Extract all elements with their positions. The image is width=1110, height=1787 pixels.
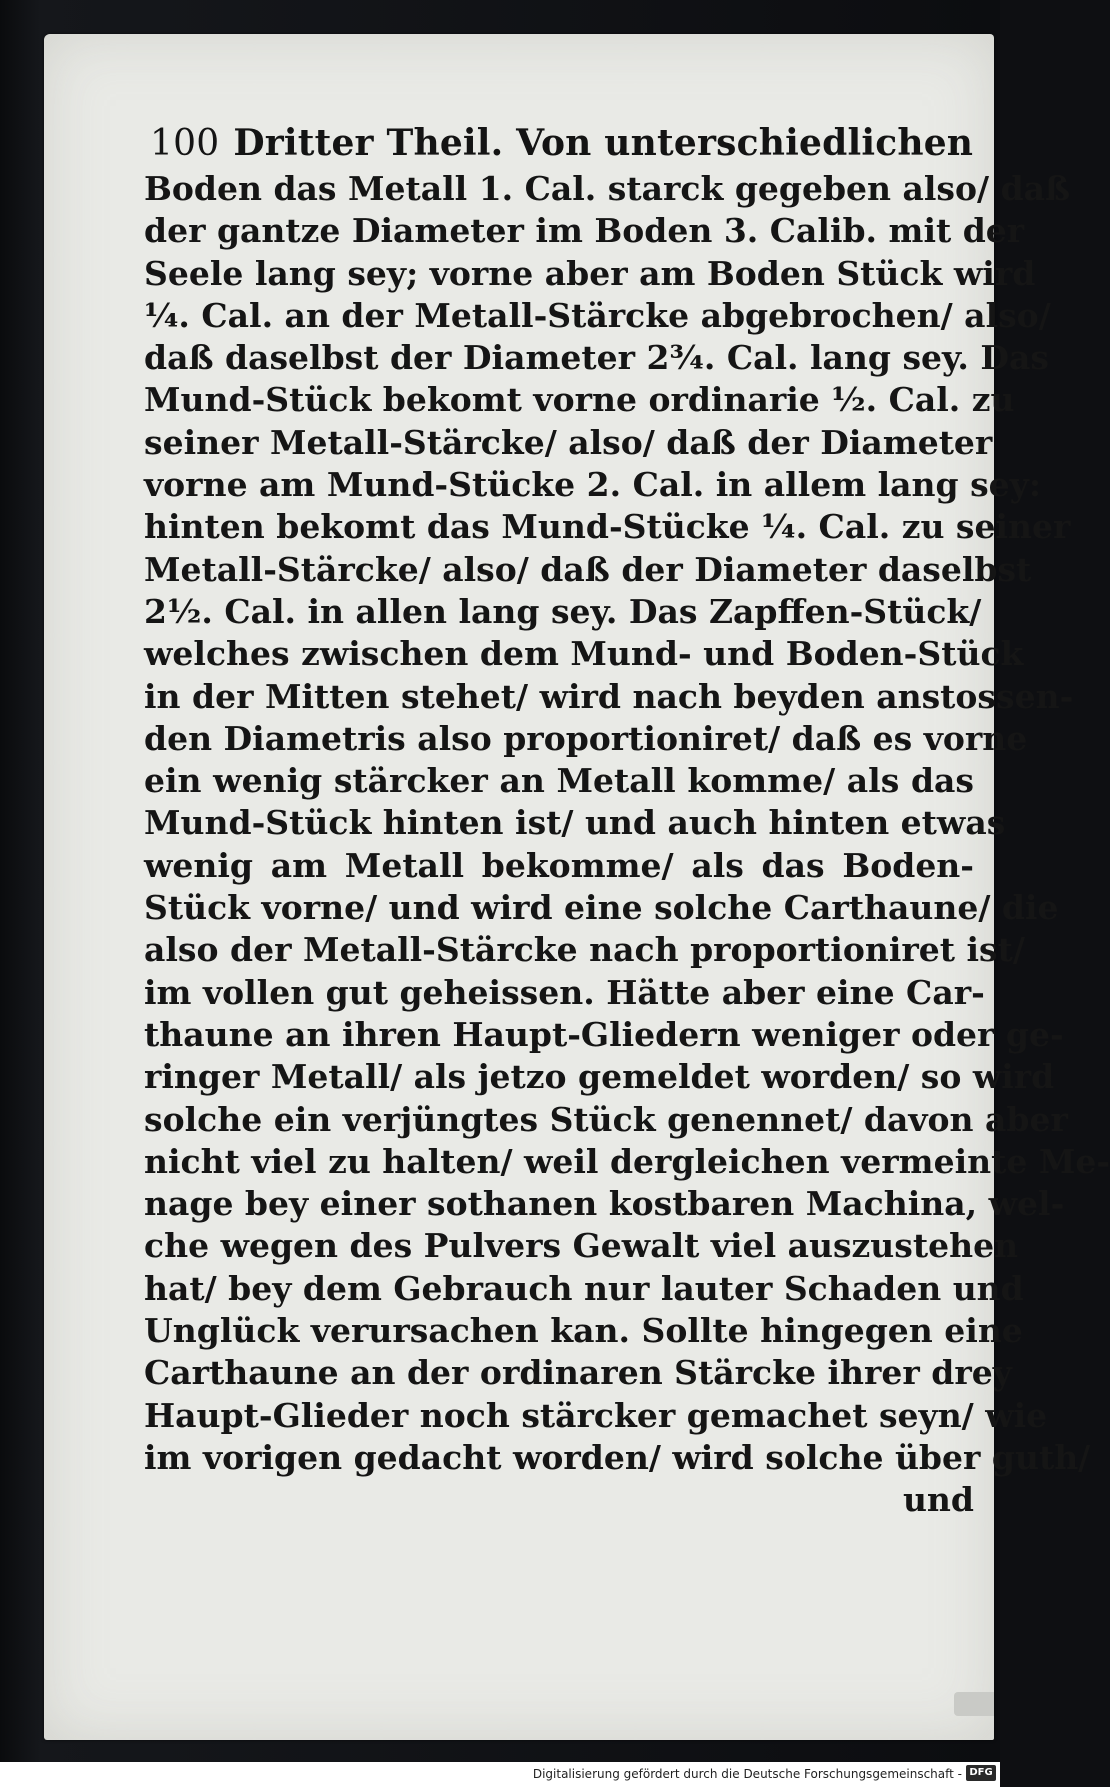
text-line: che wegen des Pulvers Gewalt viel auszustehen — [144, 1226, 1019, 1266]
text-line: Seele lang sey; vorne aber am Boden Stück wird — [144, 253, 1036, 293]
text-line: solche ein verjüngtes Stück genennet/ davon aber — [144, 1099, 1068, 1139]
text-line: thaune an ihren Haupt-Gliedern weniger oder ge- — [144, 1014, 1064, 1054]
text-line: Haupt-Glieder noch stärcker gemachet seyn/ wie — [144, 1395, 1048, 1435]
text-line: hat/ bey dem Gebrauch nur lauter Schaden und — [144, 1268, 1024, 1308]
text-line: ringer Metall/ als jetzo gemeldet worden/ so wird — [144, 1057, 1055, 1097]
text-line: also der Metall-Stärcke nach proportioniret ist/ — [144, 930, 1025, 970]
text-line: nage bey einer sothanen kostbaren Machina, wel- — [144, 1184, 1065, 1224]
text-line: nicht viel zu halten/ weil dergleichen vermeinte Me- — [144, 1141, 1110, 1181]
text-line: hinten bekomt das Mund-Stücke ¼. Cal. zu seiner — [144, 507, 1071, 547]
dfg-logo: DFG — [966, 1765, 996, 1781]
page-number: 100 — [150, 123, 220, 164]
text-line: vorne am Mund-Stücke 2. Cal. in allem lang sey: — [144, 465, 1042, 505]
text-line: welches zwischen dem Mund- und Boden-Stück — [144, 634, 1024, 674]
text-line: Mund-Stück hinten ist/ und auch hinten etwas — [144, 803, 1006, 843]
catchword: und — [902, 1480, 974, 1520]
text-line: Mund-Stück bekomt vorne ordinarie ½. Cal. zu — [144, 380, 1015, 420]
text-line: seiner Metall-Stärcke/ also/ daß der Diameter — [144, 422, 993, 462]
text-line: der gantze Diameter im Boden 3. Calib. mit der — [144, 211, 1025, 251]
text-line: ein wenig stärcker an Metall komme/ als das — [144, 761, 974, 801]
footer-credit: Digitalisierung gefördert durch die Deutsche Forschungsgemeinschaft - — [532, 1767, 962, 1781]
text-line: Unglück verursachen kan. Sollte hingegen eine — [144, 1311, 1023, 1351]
body-text — [144, 168, 1110, 1522]
text-line: den Diametris also proportioniret/ daß es vorne — [144, 718, 1028, 758]
text-line: in der Mitten stehet/ wird nach beyden anstossen- — [144, 676, 1074, 716]
text-line: 2½. Cal. in allen lang sey. Das Zapffen-Stück/ — [144, 591, 982, 631]
text-line: Metall-Stärcke/ also/ daß der Diameter daselbst — [144, 549, 1032, 589]
text-line: Stück vorne/ und wird eine solche Carthaune/ die — [144, 888, 1059, 928]
text-line: im vorigen gedacht worden/ wird solche über guth/ — [144, 1437, 1091, 1477]
text-line: Carthaune an der ordinaren Stärcke ihrer drey — [144, 1353, 1012, 1393]
text-line: Boden das Metall 1. Cal. starck gegeben also/ daß — [144, 169, 1071, 208]
text-line: wenig am Metall bekomme/ als das Boden- — [144, 845, 974, 885]
page-header — [150, 122, 974, 164]
running-title: Dritter Theil. Von unterschiedlichen — [233, 122, 974, 164]
text-line: ¼. Cal. an der Metall-Stärcke abgebrochen/ also/ — [144, 295, 1051, 335]
page-edge — [954, 1692, 994, 1716]
text-line: im vollen gut geheissen. Hätte aber eine Car- — [144, 972, 985, 1012]
text-line: daß daselbst der Diameter 2¾. Cal. lang sey. Das — [144, 338, 1049, 378]
